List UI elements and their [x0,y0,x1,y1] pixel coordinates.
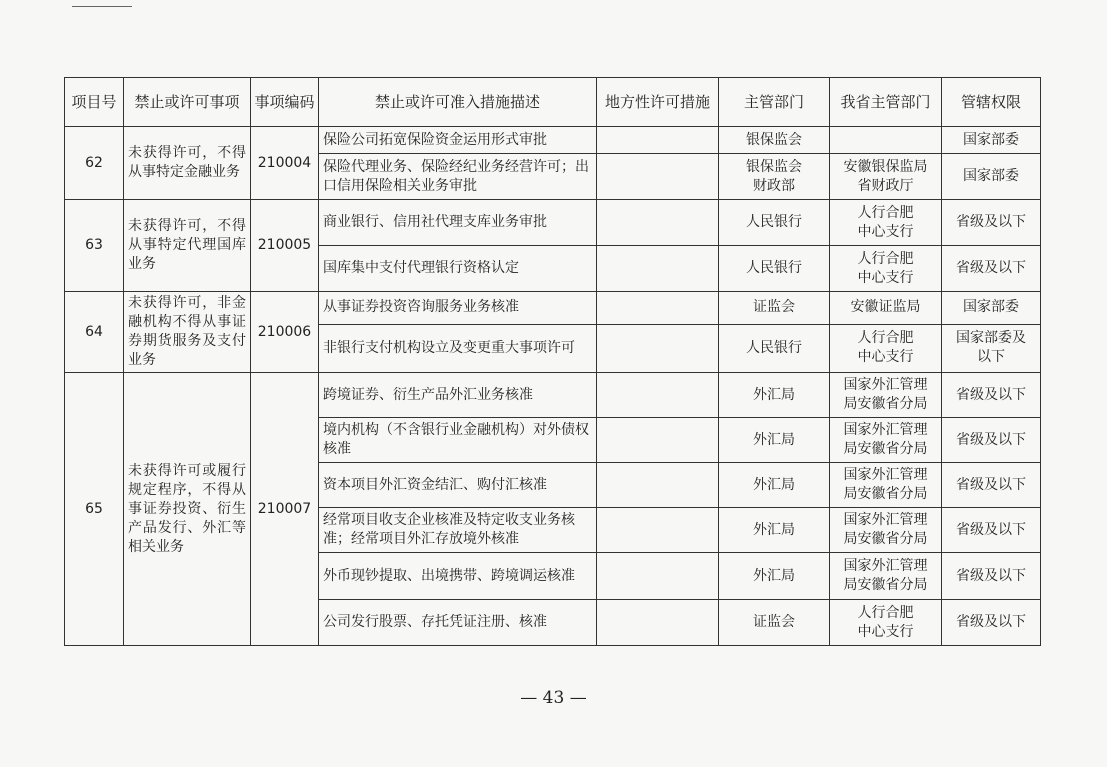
item-title: 未获得许可或履行规定程序，不得从事证券投资、衍生产品发行、外汇等相关业务 [124,373,251,646]
item-code: 210006 [251,292,319,373]
competent-department: 人民银行 [719,200,830,246]
jurisdiction: 省级及以下 [942,508,1041,553]
jurisdiction: 省级及以下 [942,463,1041,508]
competent-department: 证监会 [719,600,830,646]
item-code: 210007 [251,373,319,646]
header-code: 事项编码 [251,78,319,127]
measure-description: 商业银行、信用社代理支库业务审批 [319,200,597,246]
item-title: 未获得许可，不得从事特定代理国库业务 [124,200,251,292]
top-mark-line [72,6,132,7]
measure-description: 境内机构（不含银行业金融机构）对外债权核准 [319,418,597,463]
local-measure [597,200,719,246]
table-row [65,127,1041,154]
competent-department: 证监会 [719,292,830,325]
jurisdiction: 省级及以下 [942,553,1041,600]
table-row [65,200,1041,246]
local-measure [597,463,719,508]
jurisdiction: 国家部委及 以下 [942,324,1041,372]
header-auth: 管辖权限 [942,78,1041,127]
header-dept: 主管部门 [719,78,830,127]
competent-department: 外汇局 [719,508,830,553]
competent-department: 外汇局 [719,553,830,600]
local-measure [597,373,719,418]
table-row [65,292,1041,325]
measure-description: 国库集中支付代理银行资格认定 [319,246,597,292]
competent-department: 银保监会 财政部 [719,154,830,200]
measure-description: 从事证券投资咨询服务业务核准 [319,292,597,325]
provincial-department: 人行合肥 中心支行 [830,600,942,646]
provincial-department: 国家外汇管理 局安徽省分局 [830,463,942,508]
provincial-department: 国家外汇管理 局安徽省分局 [830,508,942,553]
local-measure [597,246,719,292]
provincial-department: 安徽银保监局 省财政厅 [830,154,942,200]
item-title: 未获得许可，不得从事特定金融业务 [124,127,251,200]
jurisdiction: 省级及以下 [942,418,1041,463]
provincial-department: 国家外汇管理 局安徽省分局 [830,553,942,600]
measure-description: 公司发行股票、存托凭证注册、核准 [319,600,597,646]
header-local: 地方性许可措施 [597,78,719,127]
competent-department: 外汇局 [719,418,830,463]
permit-table [64,77,1041,646]
header-prov: 我省主管部门 [830,78,942,127]
item-title: 未获得许可，非金融机构不得从事证券期货服务及支付业务 [124,292,251,373]
measure-description: 经常项目收支企业核准及特定收支业务核准；经常项目外汇存放境外核准 [319,508,597,553]
local-measure [597,508,719,553]
item-number: 64 [65,292,124,373]
table-row [65,373,1041,418]
measure-description: 资本项目外汇资金结汇、购付汇核准 [319,463,597,508]
competent-department: 人民银行 [719,324,830,372]
page-number: — 43 — [520,688,587,708]
table-body [65,127,1041,646]
jurisdiction: 国家部委 [942,127,1041,154]
measure-description: 保险代理业务、保险经纪业务经营许可；出口信用保险相关业务审批 [319,154,597,200]
jurisdiction: 省级及以下 [942,600,1041,646]
measure-description: 保险公司拓宽保险资金运用形式审批 [319,127,597,154]
competent-department: 银保监会 [719,127,830,154]
measure-description: 跨境证券、衍生产品外汇业务核准 [319,373,597,418]
provincial-department: 安徽证监局 [830,292,942,325]
provincial-department: 人行合肥 中心支行 [830,324,942,372]
local-measure [597,324,719,372]
jurisdiction: 国家部委 [942,154,1041,200]
jurisdiction: 省级及以下 [942,246,1041,292]
header-item: 禁止或许可事项 [124,78,251,127]
jurisdiction: 国家部委 [942,292,1041,325]
competent-department: 人民银行 [719,246,830,292]
measure-description: 非银行支付机构设立及变更重大事项许可 [319,324,597,372]
item-number: 63 [65,200,124,292]
competent-department: 外汇局 [719,463,830,508]
header-no: 项目号 [65,78,124,127]
provincial-department: 人行合肥 中心支行 [830,246,942,292]
item-number: 62 [65,127,124,200]
jurisdiction: 省级及以下 [942,200,1041,246]
provincial-department: 国家外汇管理 局安徽省分局 [830,373,942,418]
provincial-department: 国家外汇管理 局安徽省分局 [830,418,942,463]
local-measure [597,553,719,600]
measure-description: 外币现钞提取、出境携带、跨境调运核准 [319,553,597,600]
table-header-row [65,78,1041,127]
competent-department: 外汇局 [719,373,830,418]
local-measure [597,127,719,154]
local-measure [597,600,719,646]
jurisdiction: 省级及以下 [942,373,1041,418]
local-measure [597,292,719,325]
provincial-department [830,127,942,154]
item-code: 210005 [251,200,319,292]
local-measure [597,418,719,463]
item-code: 210004 [251,127,319,200]
header-desc: 禁止或许可准入措施描述 [319,78,597,127]
item-number: 65 [65,373,124,646]
local-measure [597,154,719,200]
provincial-department: 人行合肥 中心支行 [830,200,942,246]
